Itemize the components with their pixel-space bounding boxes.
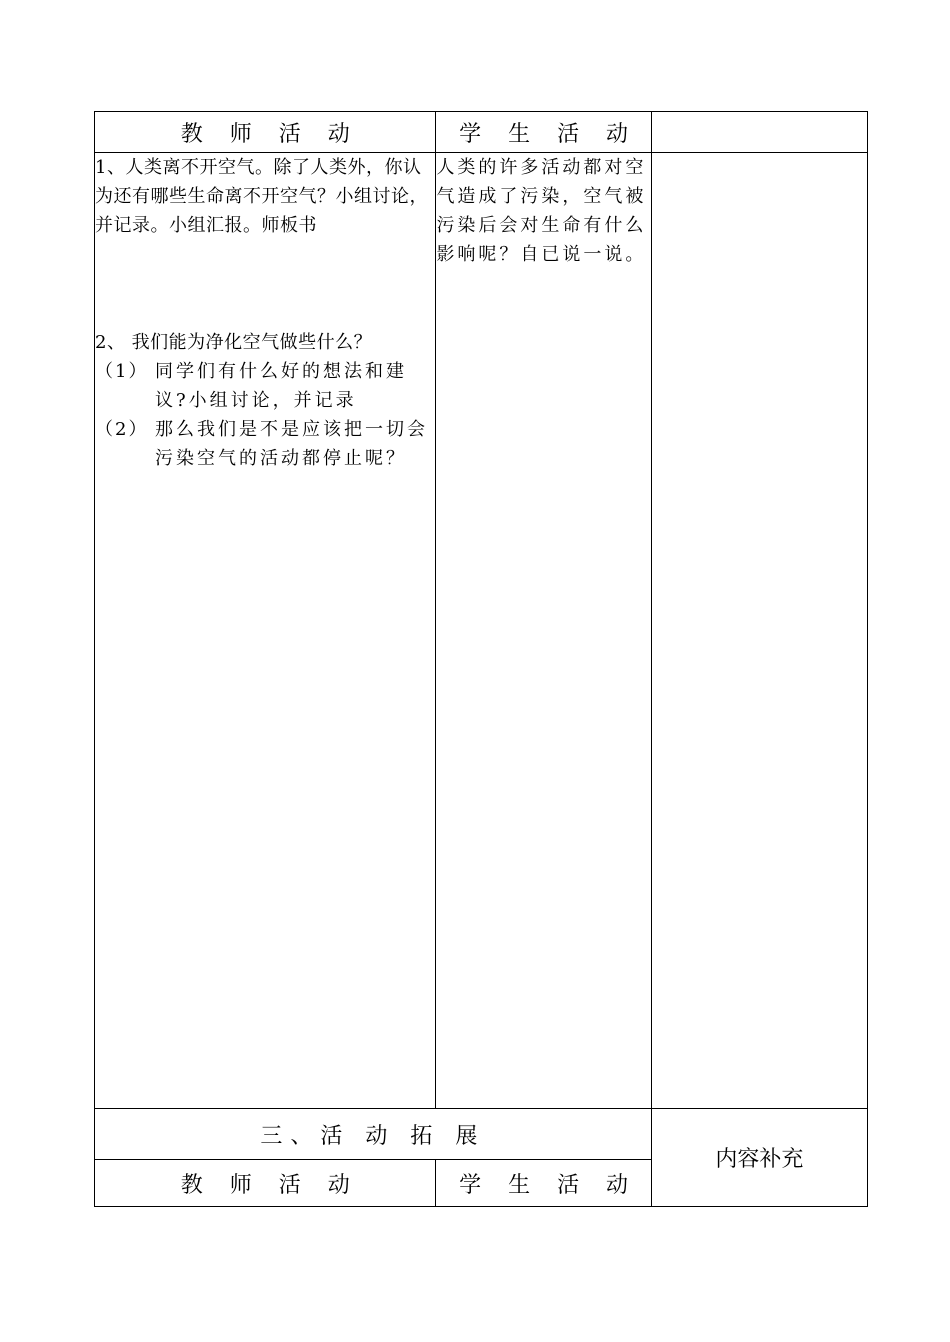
- header-row: [95, 112, 868, 153]
- teacher-activity-header: 教 师 活 动: [95, 112, 436, 153]
- notes-header: [651, 112, 867, 153]
- teacher-subitem-2: [95, 415, 435, 473]
- section-student-header: 学 生 活 动: [436, 1160, 651, 1207]
- teacher-item-2: 2、 我们能为净化空气做些什么？: [95, 332, 373, 353]
- section-title-row: [95, 1109, 868, 1160]
- content-supplement-label: 内容补充: [651, 1109, 867, 1207]
- teacher-activity-cell: [95, 153, 436, 1109]
- section-teacher-header: 教 师 活 动: [95, 1160, 436, 1207]
- teacher-item-1: 1、人类离不开空气。除了人类外，你认为还有哪些生命离不开空气？小组讨论，并记录。小组汇报。师板书: [95, 157, 428, 236]
- lesson-plan-table: [94, 111, 868, 1207]
- student-activity-cell: 人类的许多活动都对空气造成了污染，空气被污染后会对生命有什么影响呢？自已说一说。: [436, 153, 651, 1109]
- teacher-subitem-1: [95, 357, 435, 415]
- subitem-number: （1）: [95, 361, 149, 382]
- subitem-text: 那么我们是不是应该把一切会污染空气的活动都停止呢？: [155, 419, 428, 469]
- notes-cell: [651, 153, 867, 1109]
- content-row: [95, 153, 868, 1109]
- student-activity-header: 学 生 活 动: [436, 112, 651, 153]
- subitem-number: （2）: [95, 419, 149, 440]
- subitem-text: 同学们有什么好的想法和建议?小组讨论，并记录: [155, 361, 407, 411]
- section-title: 三、活 动 拓 展: [95, 1109, 652, 1160]
